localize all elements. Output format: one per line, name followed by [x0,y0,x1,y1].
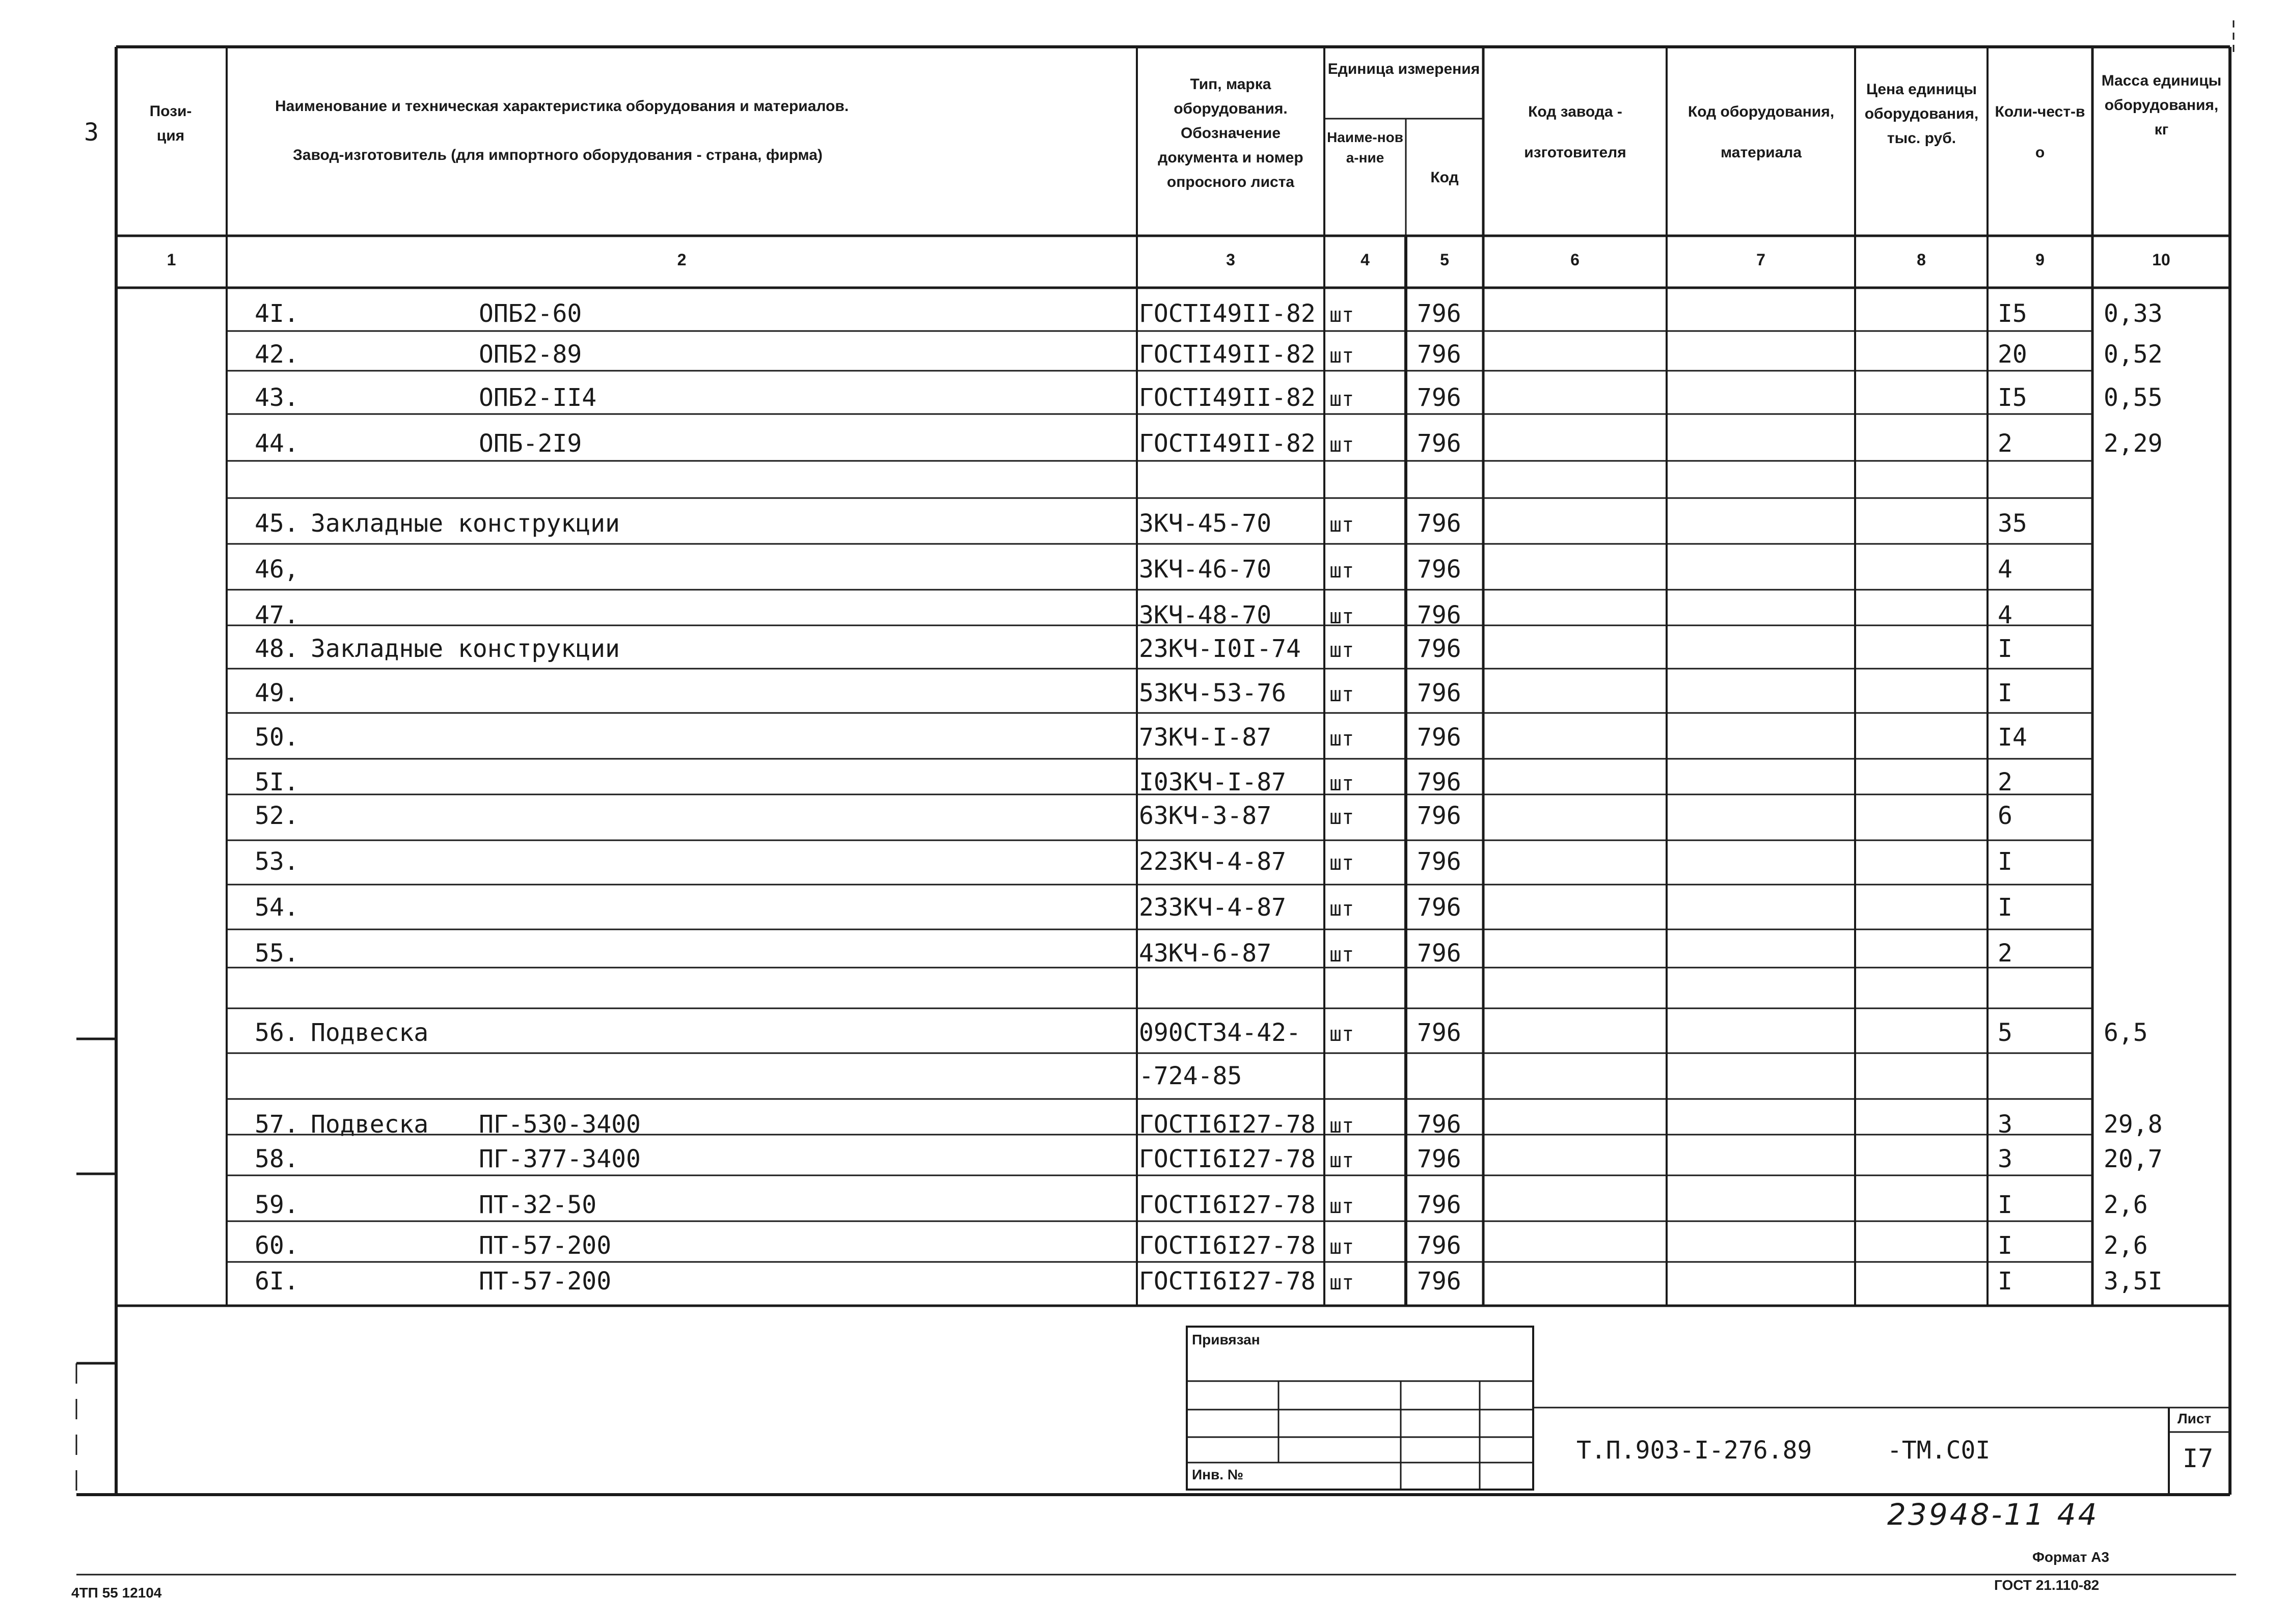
row-sub: ПГ-377-3400 [479,1145,641,1173]
row-unit: шт [1329,388,1354,411]
row-unit: шт [1329,1195,1354,1218]
row-n: 56. [255,1019,299,1047]
row-mass: 0,52 [2104,340,2163,369]
row-unit: шт [1329,605,1354,628]
row-doc: 2ЗКЧ-I0I-74 [1139,635,1301,663]
row-n: 47. [255,601,299,629]
row-unit: шт [1329,513,1354,537]
row-doc: 4ЗКЧ-6-87 [1139,939,1272,968]
header-factory-code: Код завода - изготовителя [1524,103,1626,161]
col-number-1: 1 [167,251,176,269]
row-code: 796 [1417,635,1461,663]
row-qty: I [1998,679,2012,707]
row-qty: 6 [1998,802,2012,830]
row-unit: шт [1329,639,1354,662]
row-unit: шт [1329,727,1354,751]
header-unit-name: Наиме-нова-ние [1327,129,1403,166]
row-qty: 3 [1998,1110,2012,1139]
bottom-left-code: 4ТП 55 12104 [71,1585,162,1601]
row-n: 58. [255,1145,299,1173]
row-code: 796 [1417,679,1461,707]
row-qty: I [1998,1267,2012,1296]
row-n: 60. [255,1231,299,1260]
row-code: 796 [1417,768,1461,796]
col-number-9: 9 [2035,251,2045,269]
row-qty: 3 [1998,1145,2012,1173]
row-unit: шт [1329,683,1354,706]
row-n: 49. [255,679,299,707]
header-quantity: Коли-чест-во [1995,103,2085,161]
row-doc: ГОСТI49II-82 [1139,383,1316,412]
row-unit: шт [1329,344,1354,368]
row-mass: 0,33 [2104,299,2163,328]
row-mass: 2,6 [2104,1191,2148,1219]
row-qty: I5 [1998,299,2027,328]
row-qty: 4 [1998,555,2012,584]
row-mass: 29,8 [2104,1110,2163,1139]
handwritten-number: 23948-11 44 [1887,1497,2099,1532]
row-code: 796 [1417,601,1461,629]
row-n: 55. [255,939,299,968]
row-mass: 6,5 [2104,1019,2148,1047]
row-n: 57. [255,1110,299,1139]
row-unit: шт [1329,1114,1354,1138]
row-mass: 3,5I [2104,1267,2163,1296]
inventory-number-label: Инв. № [1192,1467,1244,1482]
row-code: 796 [1417,723,1461,752]
row-code: 796 [1417,1267,1461,1296]
row-unit: шт [1329,772,1354,795]
row-n: 59. [255,1191,299,1219]
row-sub: ОПБ2-II4 [479,383,597,412]
row-sub: ПТ-57-200 [479,1267,612,1296]
row-sub: ОПБ-2I9 [479,429,582,458]
col-number-4: 4 [1360,251,1370,269]
row-qty: I4 [1998,723,2027,752]
row-doc: 7ЗКЧ-I-87 [1139,723,1272,752]
row-code: 796 [1417,383,1461,412]
row-doc: ГОСТI49II-82 [1139,299,1316,328]
row-qty: 5 [1998,1019,2012,1047]
row-doc: 23ЗКЧ-4-87 [1139,893,1286,922]
row-code: 796 [1417,509,1461,538]
row-mass: 0,55 [2104,383,2163,412]
row-code: 796 [1417,847,1461,876]
row-sub: ПТ-32-50 [479,1191,597,1219]
row-unit: шт [1329,1149,1354,1172]
row-doc: ЗКЧ-45-70 [1139,509,1272,538]
row-qty: I [1998,635,2012,663]
row-sub: ОПБ2-60 [479,299,582,328]
row-code: 796 [1417,1231,1461,1260]
row-unit: шт [1329,559,1354,583]
col-number-5: 5 [1440,251,1449,269]
row-n: 48. [255,635,299,663]
header-position: Пози- ция [149,103,192,144]
row-code: 796 [1417,1145,1461,1173]
row-name: Подвеска [311,1110,429,1139]
row-n: 52. [255,802,299,830]
row-unit: шт [1329,897,1354,921]
row-doc: 22ЗКЧ-4-87 [1139,847,1286,876]
row-code: 796 [1417,1019,1461,1047]
row-code: 796 [1417,893,1461,922]
row-mass: 2,6 [2104,1231,2148,1260]
col-number-7: 7 [1756,251,1765,269]
document-designation: Т.П.903-I-276.89 [1576,1436,1812,1465]
row-doc: ГОСТI6I27-78 [1139,1191,1316,1219]
row-qty: 2 [1998,939,2012,968]
header-type: Тип, марка оборудования. Обозначение документа и номер опросного листа [1158,76,1303,190]
row-code: 796 [1417,1110,1461,1139]
row-qty: I [1998,1191,2012,1219]
row-name: Подвеска [311,1019,429,1047]
row-sub: ПТ-57-200 [479,1231,612,1260]
row-code: 796 [1417,429,1461,458]
row-doc: 5ЗКЧ-53-76 [1139,679,1286,707]
row-unit: шт [1329,433,1354,457]
row-name: Закладные конструкции [311,509,620,538]
row-unit: шт [1329,806,1354,829]
row-doc: -724-85 [1139,1062,1242,1090]
privyazan-label: Привязан [1192,1332,1260,1347]
col-number-3: 3 [1226,251,1235,269]
row-doc: 090СТ34-42- [1139,1019,1301,1047]
row-n: 4I. [255,299,299,328]
document-suffix: -ТМ.С0I [1887,1436,1991,1465]
row-qty: I [1998,847,2012,876]
header-unit-group: Единица измерения [1327,61,1480,77]
row-unit: шт [1329,1023,1354,1046]
row-code: 796 [1417,802,1461,830]
row-n: 45. [255,509,299,538]
row-doc: 6ЗКЧ-3-87 [1139,802,1272,830]
row-unit: шт [1329,304,1354,327]
row-code: 796 [1417,939,1461,968]
row-unit: шт [1329,1271,1354,1295]
row-code: 796 [1417,555,1461,584]
row-qty: 4 [1998,601,2012,629]
header-name-line2: Завод-изготовитель (для импортного оборудования - страна, фирма) [293,147,823,163]
row-mass: 2,29 [2104,429,2163,458]
row-name: Закладные конструкции [311,635,620,663]
row-n: 42. [255,340,299,369]
row-unit: шт [1329,1235,1354,1259]
sheet-number: I7 [2183,1444,2214,1473]
gost-label: ГОСТ 21.110-82 [1994,1577,2100,1593]
row-doc: ЗКЧ-48-70 [1139,601,1272,629]
row-n: 46, [255,555,299,584]
row-qty: 2 [1998,429,2012,458]
row-code: 796 [1417,299,1461,328]
row-sub: ПГ-530-3400 [479,1110,641,1139]
row-qty: I [1998,893,2012,922]
row-qty: I [1998,1231,2012,1260]
row-mass: 20,7 [2104,1145,2163,1173]
col-number-8: 8 [1917,251,1926,269]
row-doc: ГОСТI6I27-78 [1139,1231,1316,1260]
header-price: Цена единицы оборудования, тыс. руб. [1864,81,1979,147]
row-doc: ГОСТI49II-82 [1139,429,1316,458]
row-doc: ЗКЧ-46-70 [1139,555,1272,584]
row-n: 54. [255,893,299,922]
row-doc: ГОСТI6I27-78 [1139,1145,1316,1173]
col-number-2: 2 [677,251,687,269]
header-unit-code: Код [1430,169,1459,186]
row-doc: ГОСТI49II-82 [1139,340,1316,369]
row-n: 6I. [255,1267,299,1296]
row-sub: ОПБ2-89 [479,340,582,369]
row-doc: I0ЗКЧ-I-87 [1139,768,1286,796]
col-number-6: 6 [1570,251,1580,269]
row-qty: I5 [1998,383,2027,412]
header-equipment-code: Код оборудования, материала [1688,103,1835,161]
row-n: 43. [255,383,299,412]
row-unit: шт [1329,943,1354,967]
header-mass: Масса единицы оборудования, кг [2101,72,2222,138]
row-qty: 35 [1998,509,2027,538]
header-name-line1: Наименование и техническая характеристика оборудования и материалов. [275,98,849,115]
row-doc: ГОСТI6I27-78 [1139,1110,1316,1139]
row-n: 5I. [255,768,299,796]
col-number-10: 10 [2152,251,2170,269]
row-unit: шт [1329,851,1354,875]
row-qty: 20 [1998,340,2027,369]
row-n: 50. [255,723,299,752]
side-mark: 3 [84,118,99,147]
row-code: 796 [1417,340,1461,369]
row-code: 796 [1417,1191,1461,1219]
row-n: 44. [255,429,299,458]
row-qty: 2 [1998,768,2012,796]
sheet-label: Лист [2178,1411,2212,1426]
row-doc: ГОСТI6I27-78 [1139,1267,1316,1296]
format-label: Формат А3 [2032,1549,2109,1565]
row-n: 53. [255,847,299,876]
